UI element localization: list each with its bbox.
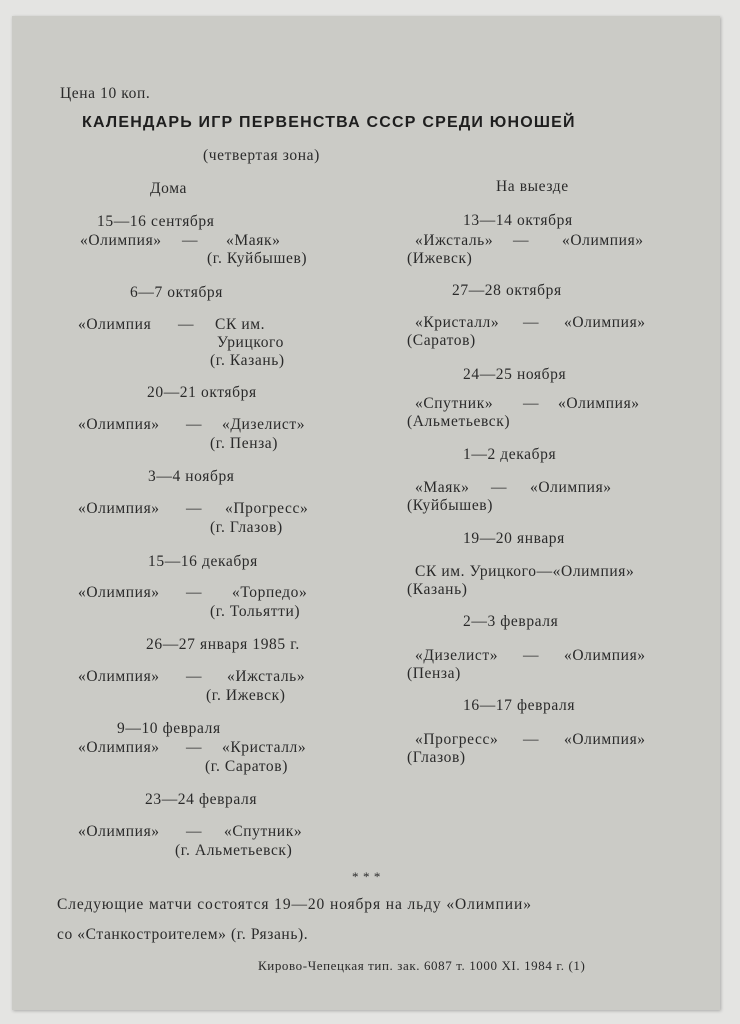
- home-team: «Прогресс»: [415, 731, 499, 748]
- dash: —: [186, 739, 203, 756]
- away-team: «Олимпия»: [564, 314, 646, 331]
- away-team: «Кристалл»: [222, 739, 307, 756]
- away-team: «Торпедо»: [232, 584, 308, 601]
- away-team: «Ижсталь»: [227, 668, 306, 685]
- dash: —: [186, 668, 203, 685]
- game-date: 6—7 октября: [130, 284, 224, 301]
- game-city: (Пенза): [407, 665, 461, 682]
- away-team: «Прогресс»: [225, 500, 309, 517]
- home-team: «Олимпия»: [78, 500, 160, 517]
- home-heading: Дома: [150, 180, 188, 197]
- home-team: «Олимпия»: [78, 584, 160, 601]
- home-team: «Олимпия»: [78, 668, 160, 685]
- away-team: «Олимпия»: [562, 232, 644, 249]
- home-team: «Дизелист»: [415, 647, 499, 664]
- away-team: «Спутник»: [224, 823, 303, 840]
- away-team: «Маяк»: [226, 232, 281, 249]
- away-team: СК им.: [215, 316, 266, 333]
- away-heading: На выезде: [496, 178, 569, 195]
- game-city: (Куйбышев): [407, 497, 493, 514]
- home-team: «Ижсталь»: [415, 232, 494, 249]
- separator: * * *: [352, 869, 381, 884]
- dash: —: [523, 647, 540, 664]
- away-team-cont: Урицкого: [217, 334, 284, 351]
- game-date: 19—20 января: [463, 530, 565, 547]
- game-city: (г. Ижевск): [206, 687, 286, 704]
- game-date: 23—24 февраля: [145, 791, 258, 808]
- game-date: 2—3 февраля: [463, 613, 559, 630]
- note-line-2: со «Станкостроителем» (г. Рязань).: [57, 926, 309, 943]
- dash: —: [523, 395, 540, 412]
- imprint: Кирово-Чепецкая тип. зак. 6087 т. 1000 XI. 1984 г. (1): [258, 958, 586, 973]
- note-line-1: Следующие матчи состоятся 19—20 ноября на льду «Олимпии»: [57, 896, 532, 913]
- game-date: 15—16 сентября: [97, 213, 215, 230]
- home-team: «Олимпия: [78, 316, 152, 333]
- away-team: «Олимпия»: [564, 731, 646, 748]
- home-team: «Олимпия»: [78, 739, 160, 756]
- game-date: 24—25 ноября: [463, 366, 567, 383]
- home-team: «Олимпия»: [78, 823, 160, 840]
- dash: —: [491, 479, 508, 496]
- away-team: «Дизелист»: [222, 416, 306, 433]
- home-team: «Маяк»: [415, 479, 470, 496]
- game-date: 1—2 декабря: [463, 446, 557, 463]
- page-title: КАЛЕНДАРЬ ИГР ПЕРВЕНСТВА СССР СРЕДИ ЮНОШЕЙ: [82, 114, 576, 131]
- away-team: «Олимпия»: [564, 647, 646, 664]
- dash: —: [186, 584, 203, 601]
- game-city: (г. Казань): [210, 352, 285, 369]
- home-team: «Олимпия»: [78, 416, 160, 433]
- home-team: «Олимпия»: [80, 232, 162, 249]
- price: Цена 10 коп.: [60, 85, 151, 102]
- game-city: (Ижевск): [407, 250, 473, 267]
- game-city: (Казань): [407, 581, 468, 598]
- game-city: (г. Саратов): [205, 758, 288, 775]
- home-team: «Кристалл»: [415, 314, 500, 331]
- subtitle: (четвертая зона): [203, 147, 320, 164]
- game-city: (Альметьевск): [407, 413, 511, 430]
- game-date: 20—21 октября: [147, 384, 257, 401]
- game-date: 9—10 февраля: [117, 720, 221, 737]
- dash: —: [186, 416, 203, 433]
- home-team: «Спутник»: [415, 395, 494, 412]
- game-city: (Глазов): [407, 749, 466, 766]
- dash: —: [178, 316, 195, 333]
- dash: —: [523, 731, 540, 748]
- game-date: 15—16 декабря: [148, 553, 258, 570]
- game-city: (г. Куйбышев): [207, 250, 308, 267]
- team-line: СК им. Урицкого—«Олимпия»: [415, 563, 635, 580]
- game-city: (Саратов): [407, 332, 476, 349]
- game-date: 16—17 февраля: [463, 697, 576, 714]
- game-city: (г. Глазов): [210, 519, 283, 536]
- dash: —: [523, 314, 540, 331]
- game-date: 13—14 октября: [463, 212, 573, 229]
- game-date: 3—4 ноября: [148, 468, 235, 485]
- game-city: (г. Альметьевск): [175, 842, 293, 859]
- away-team: «Олимпия»: [530, 479, 612, 496]
- dash: —: [186, 500, 203, 517]
- game-city: (г. Тольятти): [210, 603, 301, 620]
- dash: —: [186, 823, 203, 840]
- game-city: (г. Пенза): [210, 435, 279, 452]
- game-date: 27—28 октября: [452, 282, 562, 299]
- dash: —: [513, 232, 530, 249]
- game-date: 26—27 января 1985 г.: [146, 636, 300, 653]
- away-team: «Олимпия»: [558, 395, 640, 412]
- dash: —: [182, 232, 199, 249]
